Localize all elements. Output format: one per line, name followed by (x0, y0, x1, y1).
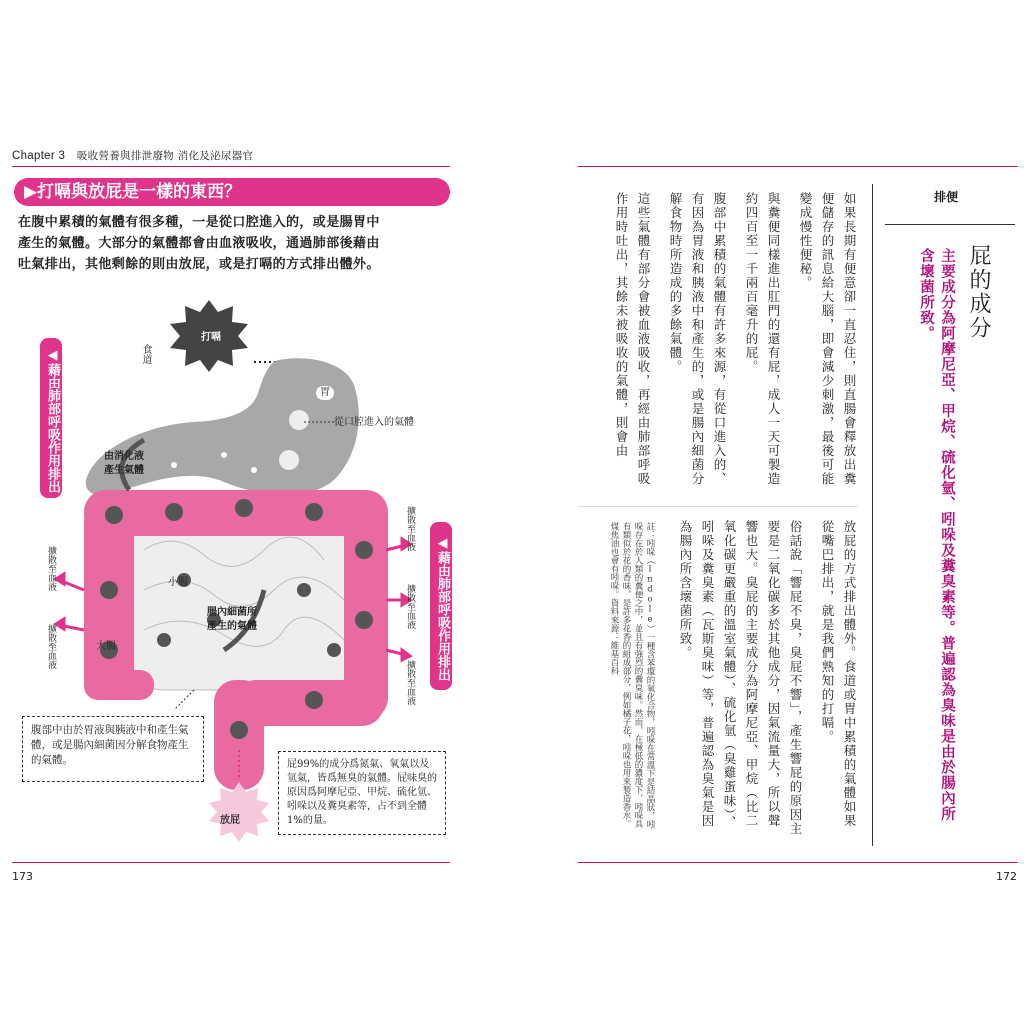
paragraph: 腹部中累積的氣體有許多來源，有從口進入的、有因為胃液和胰液中和產生的，或是腸內細菌分解食物時所造成的多餘氣體。 (668, 192, 727, 486)
diffuse-label: 擴散至血液 (405, 660, 415, 705)
mouth-gas-label: 從口腔進入的氣體 (334, 417, 414, 428)
sidebar-body: 主要成分為阿摩尼亞、甲烷、硫化氫、吲哚及糞臭素等。普遍認為臭味是由於腸內所含壞菌所致。 (918, 248, 955, 822)
stomach-gas-note: 腹部中由於胃液與胰液中和產生氣體，或是腸內細菌因分解食物產生的氣體。 (22, 716, 204, 782)
column-divider (578, 506, 858, 507)
burp-label: 打嗝 (201, 332, 221, 343)
section-title: ▶打嗝與放屁是一樣的東西？ (14, 178, 450, 206)
diffuse-label: 擴散至血液 (405, 506, 415, 551)
page-number-left: 173 (12, 870, 33, 883)
paragraph: 與糞便同樣進出肛門的還有屁，成人一天可製造約四百至一千兩百毫升的屁。 (744, 192, 781, 486)
diffuse-label: 擴散至血液 (46, 546, 56, 591)
intro-line: 產生的氣體。大部分的氣體都會由血液吸收，通過肺部後藉由 (18, 236, 380, 251)
main-text-lower (660, 520, 860, 838)
digestive-gas-label: 由消化液 產生氣體 (104, 451, 144, 476)
sidebar-rule (885, 224, 1015, 225)
intro-line: 吐氣排出，其他剩餘的則由放屁，或是打嗝的方式排出體外。 (18, 257, 380, 272)
sidebar-title: 屁的成分 (966, 244, 991, 340)
large-intestine-label: 大腸 (96, 641, 116, 652)
lung-label-right: ◀藉由肺部呼吸作用排出 (430, 522, 452, 690)
chapter-label: Chapter 3 (12, 150, 66, 162)
fart-burst (209, 782, 269, 842)
footer-rule-right (578, 862, 1018, 863)
diffuse-label: 擴散至血液 (46, 624, 56, 669)
footer-rule-left (12, 862, 450, 863)
footnote: 註：吲哚（Indole）一種含苯環的氧化合物，吲哚在常溫下是結晶狀，吲哚存在於人類的糞便之中，並且有強烈的糞臭味。然而，在極低的濃度下，吲哚具有類似於花的香味，是許多花香的組成部分，例如橘子花，吲哚也用來製造香水。煤焦油也會有吲哚。資料來源：維基百科 (609, 522, 655, 829)
sidebar-header: 排便 (933, 190, 958, 204)
intro-line: 在腹中累積的氣體有很多種，一是從口腔進入的，或是腸胃中 (18, 215, 380, 230)
small-intestine-label: 小腸 (168, 577, 188, 588)
fart-composition-note: 屁99%的成分爲氮氣、氧氣以及氫氣，皆爲無臭的氣體。屁味臭的原因爲阿摩尼亞、甲烷、硫化氫、吲哚以及糞臭素等，占不到全體1%的量。 (278, 751, 446, 835)
intro-text (18, 212, 448, 275)
main-text-upper (588, 192, 860, 492)
header-rule-left (12, 166, 450, 167)
bacteria-gas-label: 腸內細菌所 產生的氣體 (207, 607, 257, 632)
page-number-right: 172 (996, 870, 1017, 883)
paragraph: 這些氣體有部分會被血液吸收，再經由肺部呼吸作用時吐出，其餘未被吸收的氣體，則會由 (614, 192, 651, 486)
stomach-label: 胃 (316, 386, 334, 400)
small-intestine-shape (124, 520, 364, 690)
lung-label-left: ◀藉由肺部呼吸作用排出 (40, 338, 62, 498)
paragraph: 放屁的方式排出體外。食道或胃中累積的氣體如果從嘴巴排出，就是我們熟知的打嗝。 (820, 520, 857, 828)
paragraph: 如果長期有便意卻一直忍住，則直腸會釋放出糞便儲存的訊息給大腦，即會減少刺激，最後可能變成慢性便秘。 (798, 192, 857, 486)
diffuse-label: 擴散至血液 (405, 584, 415, 629)
chapter-title: 吸收營養與排泄廢物 消化及泌尿器官 (76, 150, 254, 162)
header-rule-right (578, 166, 1018, 167)
fart-label: 放屁 (220, 815, 240, 826)
paragraph: 俗話說「響屁不臭，臭屁不響」，產生響屁的原因主要是二氧化碳多於其他成分，因氣流量大，所以聲響也大。臭屁的主要成分為阿摩尼亞、甲烷（比二氧化碳更嚴重的溫室氣體）、硫化氫（臭雞蛋味）、吲哚及糞臭素（瓦斯臭味）等，普遍認為臭氣是因為腸內所含壞菌所致。 (678, 520, 803, 836)
sidebar (872, 184, 1019, 846)
chapter-header (12, 148, 253, 163)
esophagus-label: 食道 (140, 344, 151, 364)
